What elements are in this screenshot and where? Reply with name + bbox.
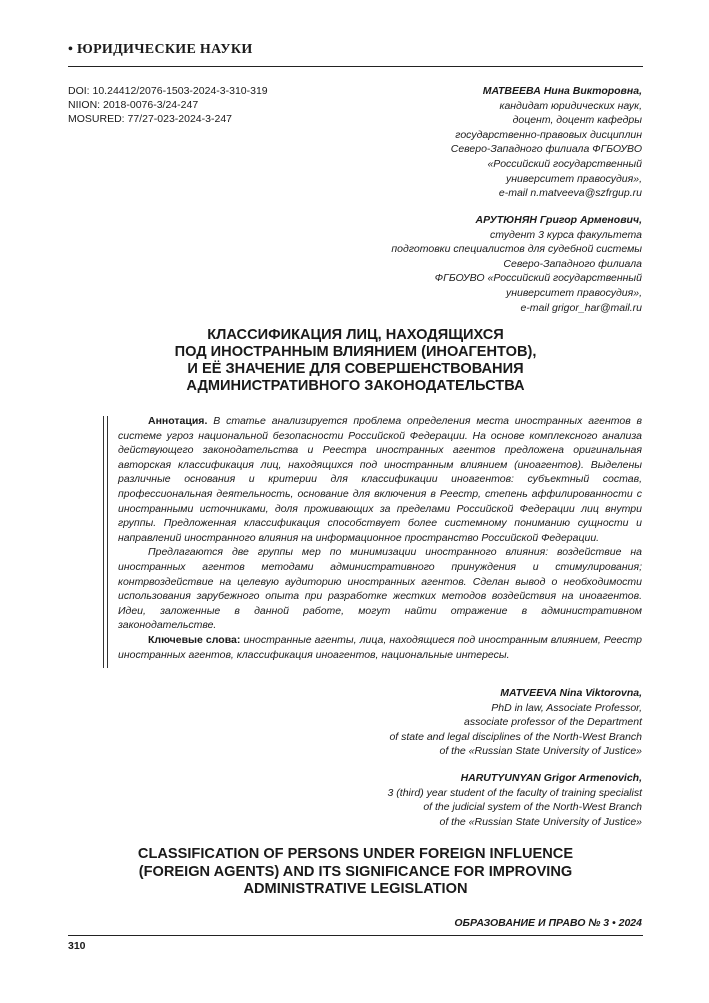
- author-affiliation-line: студент 3 курса факультета: [490, 228, 642, 241]
- mosured-line: MOSURED: 77/27-023-2024-3-247: [68, 113, 233, 125]
- section-header: • ЮРИДИЧЕСКИЕ НАУКИ: [68, 42, 253, 57]
- keywords-text: иностранные агенты, лица, находящиеся под иностранным влиянием, Реестр иностранных агентов, классификация иноагентов, национальные интересы.: [118, 633, 642, 661]
- footer-divider: [68, 935, 643, 936]
- author-affiliation-line: доцент, доцент кафедры: [512, 114, 642, 127]
- title-line: ADMINISTRATIVE LEGISLATION: [243, 881, 468, 897]
- keywords-paragraph: [118, 633, 642, 662]
- abstract-label: Аннотация.: [148, 415, 208, 427]
- author-en-harutyunyan: [388, 771, 642, 829]
- author-affiliation-line: of the judicial system of the North-West Branch: [423, 801, 642, 814]
- abstract-paragraph: [118, 545, 642, 633]
- author-affiliation-line: государственно-правовых дисциплин: [455, 128, 642, 141]
- author-affiliation-line: of the «Russian State University of Justice»: [439, 745, 642, 758]
- author-affiliation-line: подготовки специалистов для судебной системы: [391, 243, 642, 256]
- abstract-text: Предлагаются две группы мер по минимизации иностранного влияния: воздействие на иностранных агентов методами административного принуждения и стимулирования; контрвоздействие на целевую аудиторию иностранных агентов. Сделан вывод о необходимости использования зарубежного опыта при разработке жестких методов воздействия на иноагентов. Идеи, заложенные в данной работе, могут найти отражение в административном законодательстве.: [118, 546, 642, 632]
- author-affiliation-line: PhD in law, Associate Professor,: [491, 701, 642, 714]
- journal-issue: ОБРАЗОВАНИЕ И ПРАВО № 3 • 2024: [454, 917, 642, 929]
- article-identifiers: [68, 84, 268, 126]
- author-email: e-mail grigor_har@mail.ru: [520, 301, 642, 314]
- page-number: 310: [68, 940, 86, 952]
- author-name: MATVEEVA Nina Viktorovna,: [500, 687, 642, 699]
- author-affiliation-line: ФГБОУВО «Российский государственный: [434, 272, 642, 285]
- author-affiliation-line: associate professor of the Department: [463, 716, 642, 729]
- author-affiliation-line: of state and legal disciplines of the North-West Branch: [389, 730, 642, 743]
- author-affiliation-line: университет правосудия»,: [506, 286, 642, 299]
- author-email: e-mail n.matveeva@szfrgup.ru: [498, 187, 642, 200]
- title-line: КЛАССИФИКАЦИЯ ЛИЦ, НАХОДЯЩИХСЯ: [207, 327, 504, 343]
- abstract-side-rule: [103, 416, 108, 668]
- article-title-ru: [68, 327, 643, 395]
- title-line: CLASSIFICATION OF PERSONS UNDER FOREIGN INFLUENCE: [137, 846, 574, 862]
- author-affiliation-line: кандидат юридических наук,: [499, 99, 642, 112]
- author-affiliation-line: Северо-Западного филиала: [503, 257, 642, 270]
- keywords-label: Ключевые слова:: [148, 633, 241, 646]
- title-line: (FOREIGN AGENTS) AND ITS SIGNIFICANCE FOR IMPROVING: [138, 863, 573, 880]
- author-name: МАТВЕЕВА Нина Викторовна,: [482, 85, 642, 97]
- author-ru-matveeva: [451, 84, 642, 201]
- header-divider: [68, 66, 643, 67]
- author-affiliation-line: of the «Russian State University of Justice»: [439, 815, 642, 828]
- abstract-block: [118, 414, 642, 662]
- author-affiliation-line: 3 (third) year student of the faculty of training specialist: [387, 786, 642, 799]
- abstract-text: В статье анализируется проблема определения места иностранных агентов в системе угроз национальной безопасности Российской Федерации. На основе комплексного анализа действующего законодательства и Реестра иностранных агентов предложена оригинальная авторская классификация лиц, находящихся под иностранным влиянием (иноагентов). Выделены различные основания и критерии для классификации иноагентов: субъектный состав, профессиональная деятельность, основание для включения в Реестр, степень аффилированности с иностранными источниками, доля проживающих за пределами Российской Федерации лиц внутри группы. Предложенная классификация способствует более системному пониманию сущности и направлений иностранного влияния на информационное пространство Российской Федерации.: [118, 415, 642, 544]
- abstract-paragraph: [118, 414, 642, 545]
- author-name: HARUTYUNYAN Grigor Armenovich,: [460, 772, 642, 784]
- author-name: АРУТЮНЯН Григор Арменович,: [475, 214, 642, 226]
- author-affiliation-line: «Российский государственный: [487, 157, 642, 170]
- title-line: И ЕЁ ЗНАЧЕНИЕ ДЛЯ СОВЕРШЕНСТВОВАНИЯ: [187, 361, 524, 377]
- doi-line: DOI: 10.24412/2076-1503-2024-3-310-319: [68, 85, 268, 97]
- author-en-matveeva: [389, 686, 642, 759]
- article-title-en: [68, 846, 643, 899]
- author-affiliation-line: университет правосудия»,: [506, 172, 642, 185]
- niion-line: NIION: 2018-0076-3/24-247: [68, 99, 199, 111]
- author-affiliation-line: Северо-Западного филиала ФГБОУВО: [450, 143, 642, 156]
- title-line: ПОД ИНОСТРАННЫМ ВЛИЯНИЕМ (ИНОАГЕНТОВ),: [174, 344, 537, 360]
- author-ru-arutyunyan: [391, 213, 642, 315]
- title-line: АДМИНИСТРАТИВНОГО ЗАКОНОДАТЕЛЬСТВА: [186, 378, 525, 394]
